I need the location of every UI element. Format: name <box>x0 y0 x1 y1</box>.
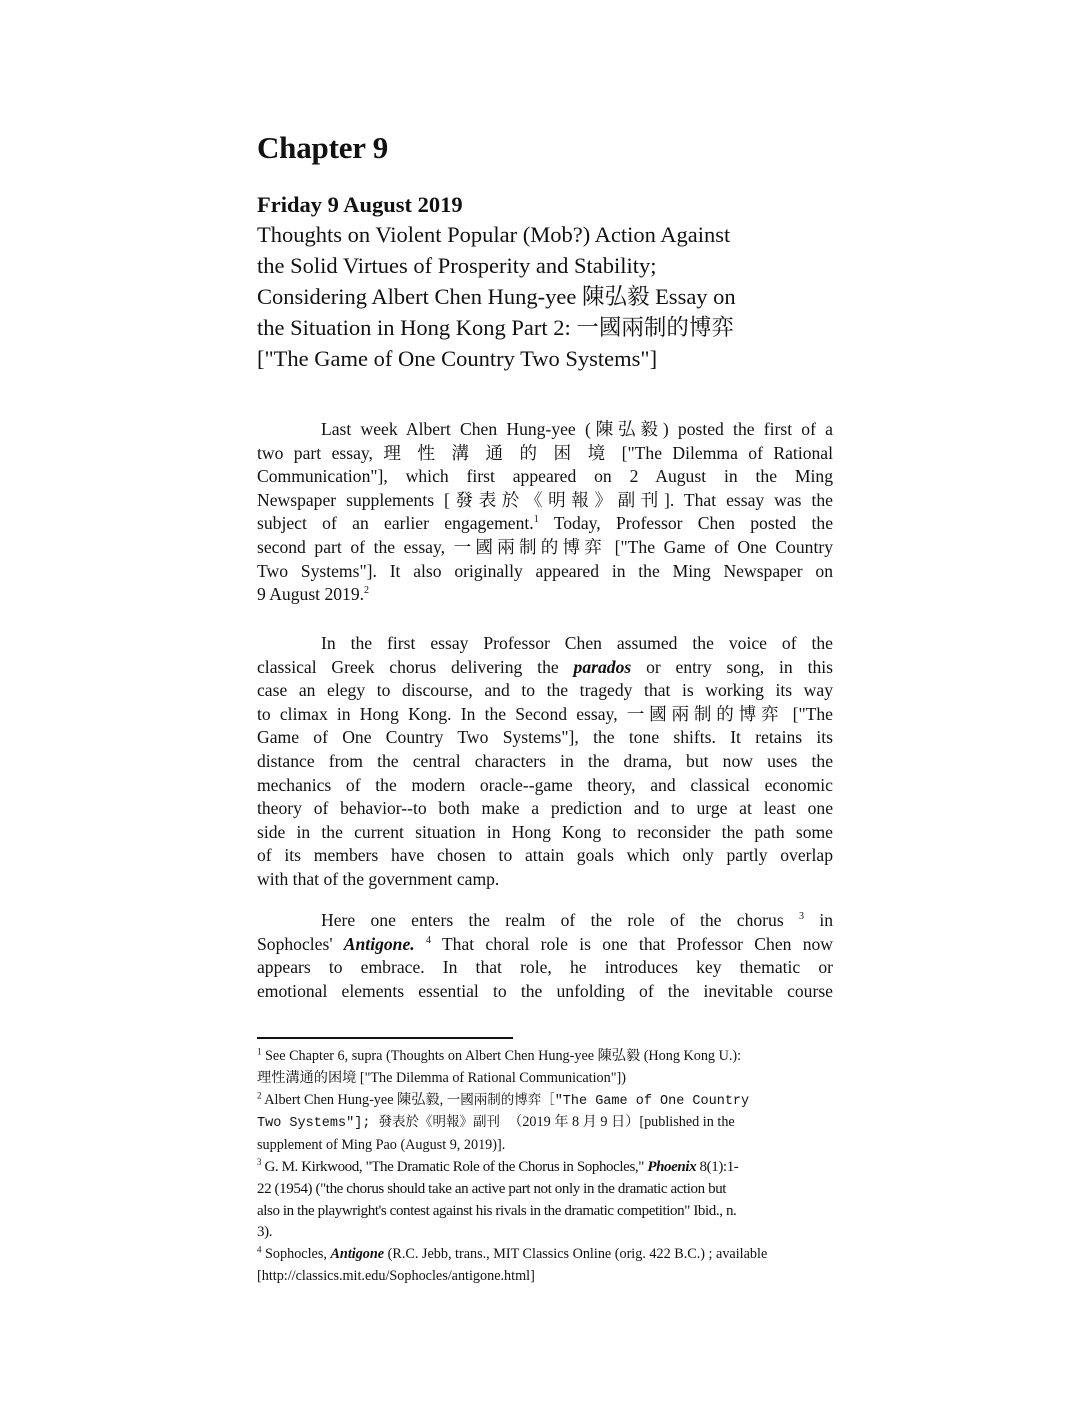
footnote-line <box>257 1157 833 1179</box>
footnote-text: (R.C. Jebb, trans., MIT Classics Online (orig. 422 B.C.) ; available <box>384 1246 768 1263</box>
footnote-3 <box>257 1157 833 1244</box>
journal-title: Phoenix <box>647 1158 697 1175</box>
paragraph-3 <box>257 909 833 1003</box>
footnote-text: Sophocles, <box>265 1246 331 1263</box>
footnote-number: 3 <box>257 1156 262 1167</box>
entry-heading <box>257 219 817 374</box>
footnote-link[interactable]: [http://classics.mit.edu/Sophocles/antigone.html] <box>257 1267 535 1284</box>
footnote-text: G. M. Kirkwood, "The Dramatic Role of the Chorus in Sophocles," <box>264 1158 648 1175</box>
text-fragment: Sophocles' <box>257 933 333 954</box>
paragraph-line: emotional elements essential to the unfolding of the inevitable course <box>257 980 833 1001</box>
work-title: Antigone <box>330 1246 385 1263</box>
entry-heading-line: Considering Albert Chen Hung-yee 陳弘毅 Essay on <box>257 284 736 309</box>
footnote-2 <box>257 1090 833 1157</box>
footnote-ref-3[interactable]: 3 <box>799 911 805 923</box>
text-fragment: in <box>819 910 834 930</box>
paragraph-line: appears to embrace. In that role, he introduces key thematic or <box>257 957 833 978</box>
footnote-line <box>257 1090 833 1113</box>
paragraph-line: two part essay, 理 性 溝 通 的 困 境 ["The Dilemma of Rational <box>257 442 833 463</box>
text-fragment: or entry song, in this <box>646 656 833 677</box>
paragraph-line <box>257 583 833 607</box>
footnote-line: 22 (1954) ("the chorus should take an active part not only in the dramatic action but <box>257 1180 727 1197</box>
paragraph-line: distance from the central characters in the drama, but now uses the <box>257 750 833 771</box>
paragraph-line: Newspaper supplements [發表於《明報》副刊]. That essay was the <box>257 489 833 510</box>
paragraph-2 <box>257 632 833 892</box>
paragraph-line <box>257 512 833 536</box>
paragraph-line: Communication"], which first appeared on 2 August in the Ming <box>257 466 833 487</box>
paragraph-line: of its members have chosen to attain goals which only partly overlap <box>257 845 833 866</box>
chapter-title: Chapter 9 <box>257 130 389 165</box>
paragraph-line: with that of the government camp. <box>257 868 500 889</box>
paragraph-1 <box>257 418 833 607</box>
footnote-text-mono: Two Systems"]; 發表於《明報》副刊 <box>257 1116 509 1132</box>
paragraph-line: second part of the essay, 一國兩制的博弈 ["The Game of One Country <box>257 536 833 557</box>
entry-heading-line: ["The Game of One Country Two Systems"] <box>257 346 658 371</box>
footnote-line <box>257 1046 833 1068</box>
entry-heading-line: Thoughts on Violent Popular (Mob?) Action Against <box>257 222 731 247</box>
paragraph-line <box>257 909 833 933</box>
emphasis-antigone: Antigone. <box>343 933 415 954</box>
text-fragment: classical Greek chorus delivering the <box>257 656 559 677</box>
emphasis-parados: parados <box>573 656 632 677</box>
footnote-number: 2 <box>257 1089 262 1100</box>
footnote-text: （2019 年 8 月 9 日）[published in the <box>508 1114 735 1131</box>
entry-date: Friday 9 August 2019 <box>257 192 463 217</box>
text-fragment: Today, Professor Chen posted the <box>553 513 833 534</box>
text-fragment: subject of an earlier engagement. <box>257 513 534 534</box>
paragraph-line: In the first essay Professor Chen assumed the voice of the <box>321 633 833 653</box>
footnote-number: 4 <box>257 1244 262 1255</box>
footnote-4 <box>257 1244 833 1288</box>
footnote-line <box>257 1244 833 1266</box>
footnote-line: supplement of Ming Pao (August 9, 2019)]. <box>257 1137 506 1154</box>
paragraph-line: case an elegy to discourse, and to the tragedy that is working its way <box>257 680 833 701</box>
paragraph-line: to climax in Hong Kong. In the Second essay, 一國兩制的博弈 ["The <box>257 703 833 724</box>
footnote-text: Albert Chen Hung-yee 陳弘毅, <box>264 1091 447 1108</box>
footnote-text: 8(1):1- <box>696 1158 739 1175</box>
footnote-separator <box>257 1037 513 1039</box>
footnotes <box>257 1046 833 1288</box>
paragraph-line <box>257 933 833 957</box>
paragraph-line: Two Systems"]. It also originally appeared in the Ming Newspaper on <box>257 560 833 581</box>
paragraph-line: Game of One Country Two Systems"], the tone shifts. It retains its <box>257 727 833 748</box>
footnote-text: See Chapter 6, supra (Thoughts on Albert Chen Hung-yee 陳弘毅 (Hong Kong U.): <box>265 1048 742 1064</box>
entry-heading-line: the Solid Virtues of Prosperity and Stability; <box>257 253 657 278</box>
footnote-line: 3). <box>257 1224 273 1241</box>
footnote-ref-4[interactable]: 4 <box>425 934 431 946</box>
footnote-1 <box>257 1046 833 1090</box>
paragraph-line: theory of behavior--to both make a prediction and to urge at least one <box>257 798 833 819</box>
footnote-number: 1 <box>257 1046 262 1057</box>
paragraph-line: mechanics of the modern oracle--game theory, and classical economic <box>257 774 833 795</box>
text-fragment: Here one enters the realm of the role of the chorus <box>321 910 784 930</box>
text-fragment: That choral role is one that Professor Chen now <box>441 933 834 954</box>
footnote-text-mono: 一國兩制的博弈［"The Game of One Country <box>446 1093 750 1109</box>
text-fragment: 9 August 2019. <box>257 584 365 605</box>
footnote-line: 理性溝通的困境 ["The Dilemma of Rational Communication"]) <box>257 1069 626 1086</box>
paragraph-line: Last week Albert Chen Hung-yee (陳弘毅) posted the first of a <box>321 419 833 439</box>
entry-heading-line: the Situation in Hong Kong Part 2: 一國兩制的博弈 <box>257 315 734 340</box>
paragraph-line: side in the current situation in Hong Kong to reconsider the path some <box>257 821 833 842</box>
paragraph-line <box>257 656 833 680</box>
footnote-ref-2[interactable]: 2 <box>364 585 370 597</box>
footnote-line <box>257 1112 833 1135</box>
footnote-ref-1[interactable]: 1 <box>533 514 539 526</box>
footnote-line: also in the playwright's contest against his rivals in the dramatic competition" Ibid., n. <box>257 1202 737 1219</box>
